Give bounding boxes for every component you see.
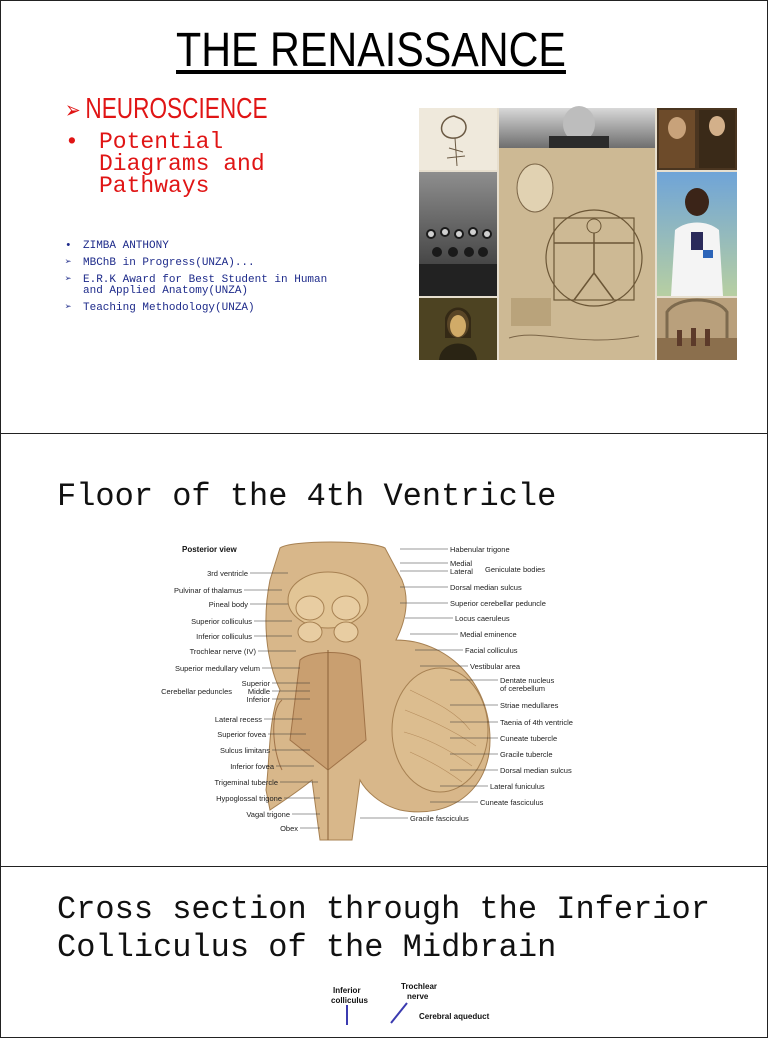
right-figure-label: Cuneate fasciculus xyxy=(480,798,544,807)
right-figure-label: Lateral funiculus xyxy=(490,782,545,791)
label-cerebral-aqueduct: Cerebral aqueduct xyxy=(419,1012,490,1021)
label-inferior-colliculus-1: Inferior xyxy=(333,986,361,995)
slide-title: Floor of the 4th Ventricle xyxy=(57,478,557,515)
left-figure-label: Superior medullary velum xyxy=(174,664,260,673)
list-item: ➢ E.R.K Award for Best Student in Human and Applied Anatomy(UNZA) xyxy=(65,274,328,297)
view-label: Posterior view xyxy=(182,545,237,554)
left-figure-label: Trochlear nerve (IV) xyxy=(189,647,256,656)
slide-title: Cross section through the Inferior Colliculus of the Midbrain xyxy=(57,891,710,966)
right-figure-label: Gracile tubercle xyxy=(500,750,553,759)
left-figure-label: Inferior xyxy=(246,695,270,704)
fourth-ventricle-diagram xyxy=(161,540,590,850)
right-figure-label: Habenular trigone xyxy=(450,545,510,554)
left-figure-label: Superior fovea xyxy=(217,730,266,739)
right-figure-label: Gracile fasciculus xyxy=(410,814,469,823)
author-row xyxy=(65,241,327,252)
left-figure-label: Cerebellar peduncles xyxy=(161,687,232,696)
doctor-photo-image xyxy=(657,172,737,296)
right-figure-label: Geniculate bodies xyxy=(485,565,546,574)
arrow-bullet-icon: ➢ xyxy=(65,97,81,124)
vitruvian-man-image xyxy=(499,148,655,360)
right-figure-label: of cerebellum xyxy=(500,684,546,693)
section-heading: ➢ NEUROSCIENCE xyxy=(65,93,268,125)
left-figure-label: Inferior fovea xyxy=(230,762,274,771)
author-name: ZIMBA ANTHONY xyxy=(83,240,169,252)
bullet-dot-icon: • xyxy=(65,240,72,252)
right-figure-label: Taenia of 4th ventricle xyxy=(500,718,573,727)
arrow-bullet-icon: ➢ xyxy=(65,302,72,314)
left-figure-label: Inferior colliculus xyxy=(196,632,252,641)
right-figure-label: Dorsal median sulcus xyxy=(450,583,522,592)
list-item: ➢ MBChB in Progress(UNZA)... xyxy=(65,257,255,269)
label-trochlear-1: Trochlear xyxy=(401,982,438,991)
left-figure-label: Middle xyxy=(247,687,270,696)
right-figure-label: Medial eminence xyxy=(460,630,517,639)
author-list xyxy=(65,241,327,320)
right-figure-label: Dorsal median sulcus xyxy=(500,766,572,775)
mona-lisa-image xyxy=(419,298,497,360)
renaissance-collage-image xyxy=(419,108,737,360)
arrow-bullet-icon: ➢ xyxy=(65,274,72,286)
left-figure-label: Hypoglossal trigone xyxy=(216,794,282,803)
label-inferior-colliculus-2: colliculus xyxy=(331,996,368,1005)
right-figure-label: Superior cerebellar peduncle xyxy=(450,599,546,608)
left-figure-label: Trigeminal tubercle xyxy=(214,778,278,787)
left-figure-label: Sulcus limitans xyxy=(219,746,270,755)
label-trochlear-2: nerve xyxy=(407,992,429,1001)
right-figure-label: Medial xyxy=(450,559,473,568)
right-figure-label: Striae medullares xyxy=(500,701,559,710)
left-figure-label: Obex xyxy=(280,824,298,833)
list-item: ➢ Teaching Methodology(UNZA) xyxy=(65,302,255,314)
left-figure-label: Vagal trigone xyxy=(246,810,290,819)
group-photo-image xyxy=(419,172,497,296)
school-of-athens-image xyxy=(657,298,737,360)
slide-1 xyxy=(0,0,768,434)
right-figure-label: Dentate nucleus xyxy=(500,676,555,685)
midbrain-diagram xyxy=(201,979,521,1039)
left-figure-label: 3rd ventricle xyxy=(207,569,248,578)
right-figure-label: Cuneate tubercle xyxy=(500,734,558,743)
painting-portraits-image xyxy=(657,108,737,170)
left-figure-label: Superior xyxy=(241,679,270,688)
left-figure-label: Lateral recess xyxy=(214,715,262,724)
right-figure-label: Vestibular area xyxy=(470,662,521,671)
sketch-image xyxy=(419,108,497,170)
slide-3 xyxy=(0,866,768,1038)
right-figure-label: Lateral xyxy=(450,567,473,576)
right-figure-label: Facial colliculus xyxy=(465,646,518,655)
left-figure-label: Superior colliculus xyxy=(191,617,252,626)
arrow-bullet-icon: ➢ xyxy=(65,257,72,269)
portrait-photo-image xyxy=(499,108,655,148)
right-figure-label: Locus caeruleus xyxy=(455,614,510,623)
left-figure-label: Pineal body xyxy=(208,600,248,609)
left-figure-label: Pulvinar of thalamus xyxy=(174,586,242,595)
bullet-dot-icon: • xyxy=(65,129,79,155)
slide-title: THE RENAISSANCE xyxy=(176,24,566,77)
subtitle-text: Potential Diagrams and Pathways xyxy=(99,129,265,199)
